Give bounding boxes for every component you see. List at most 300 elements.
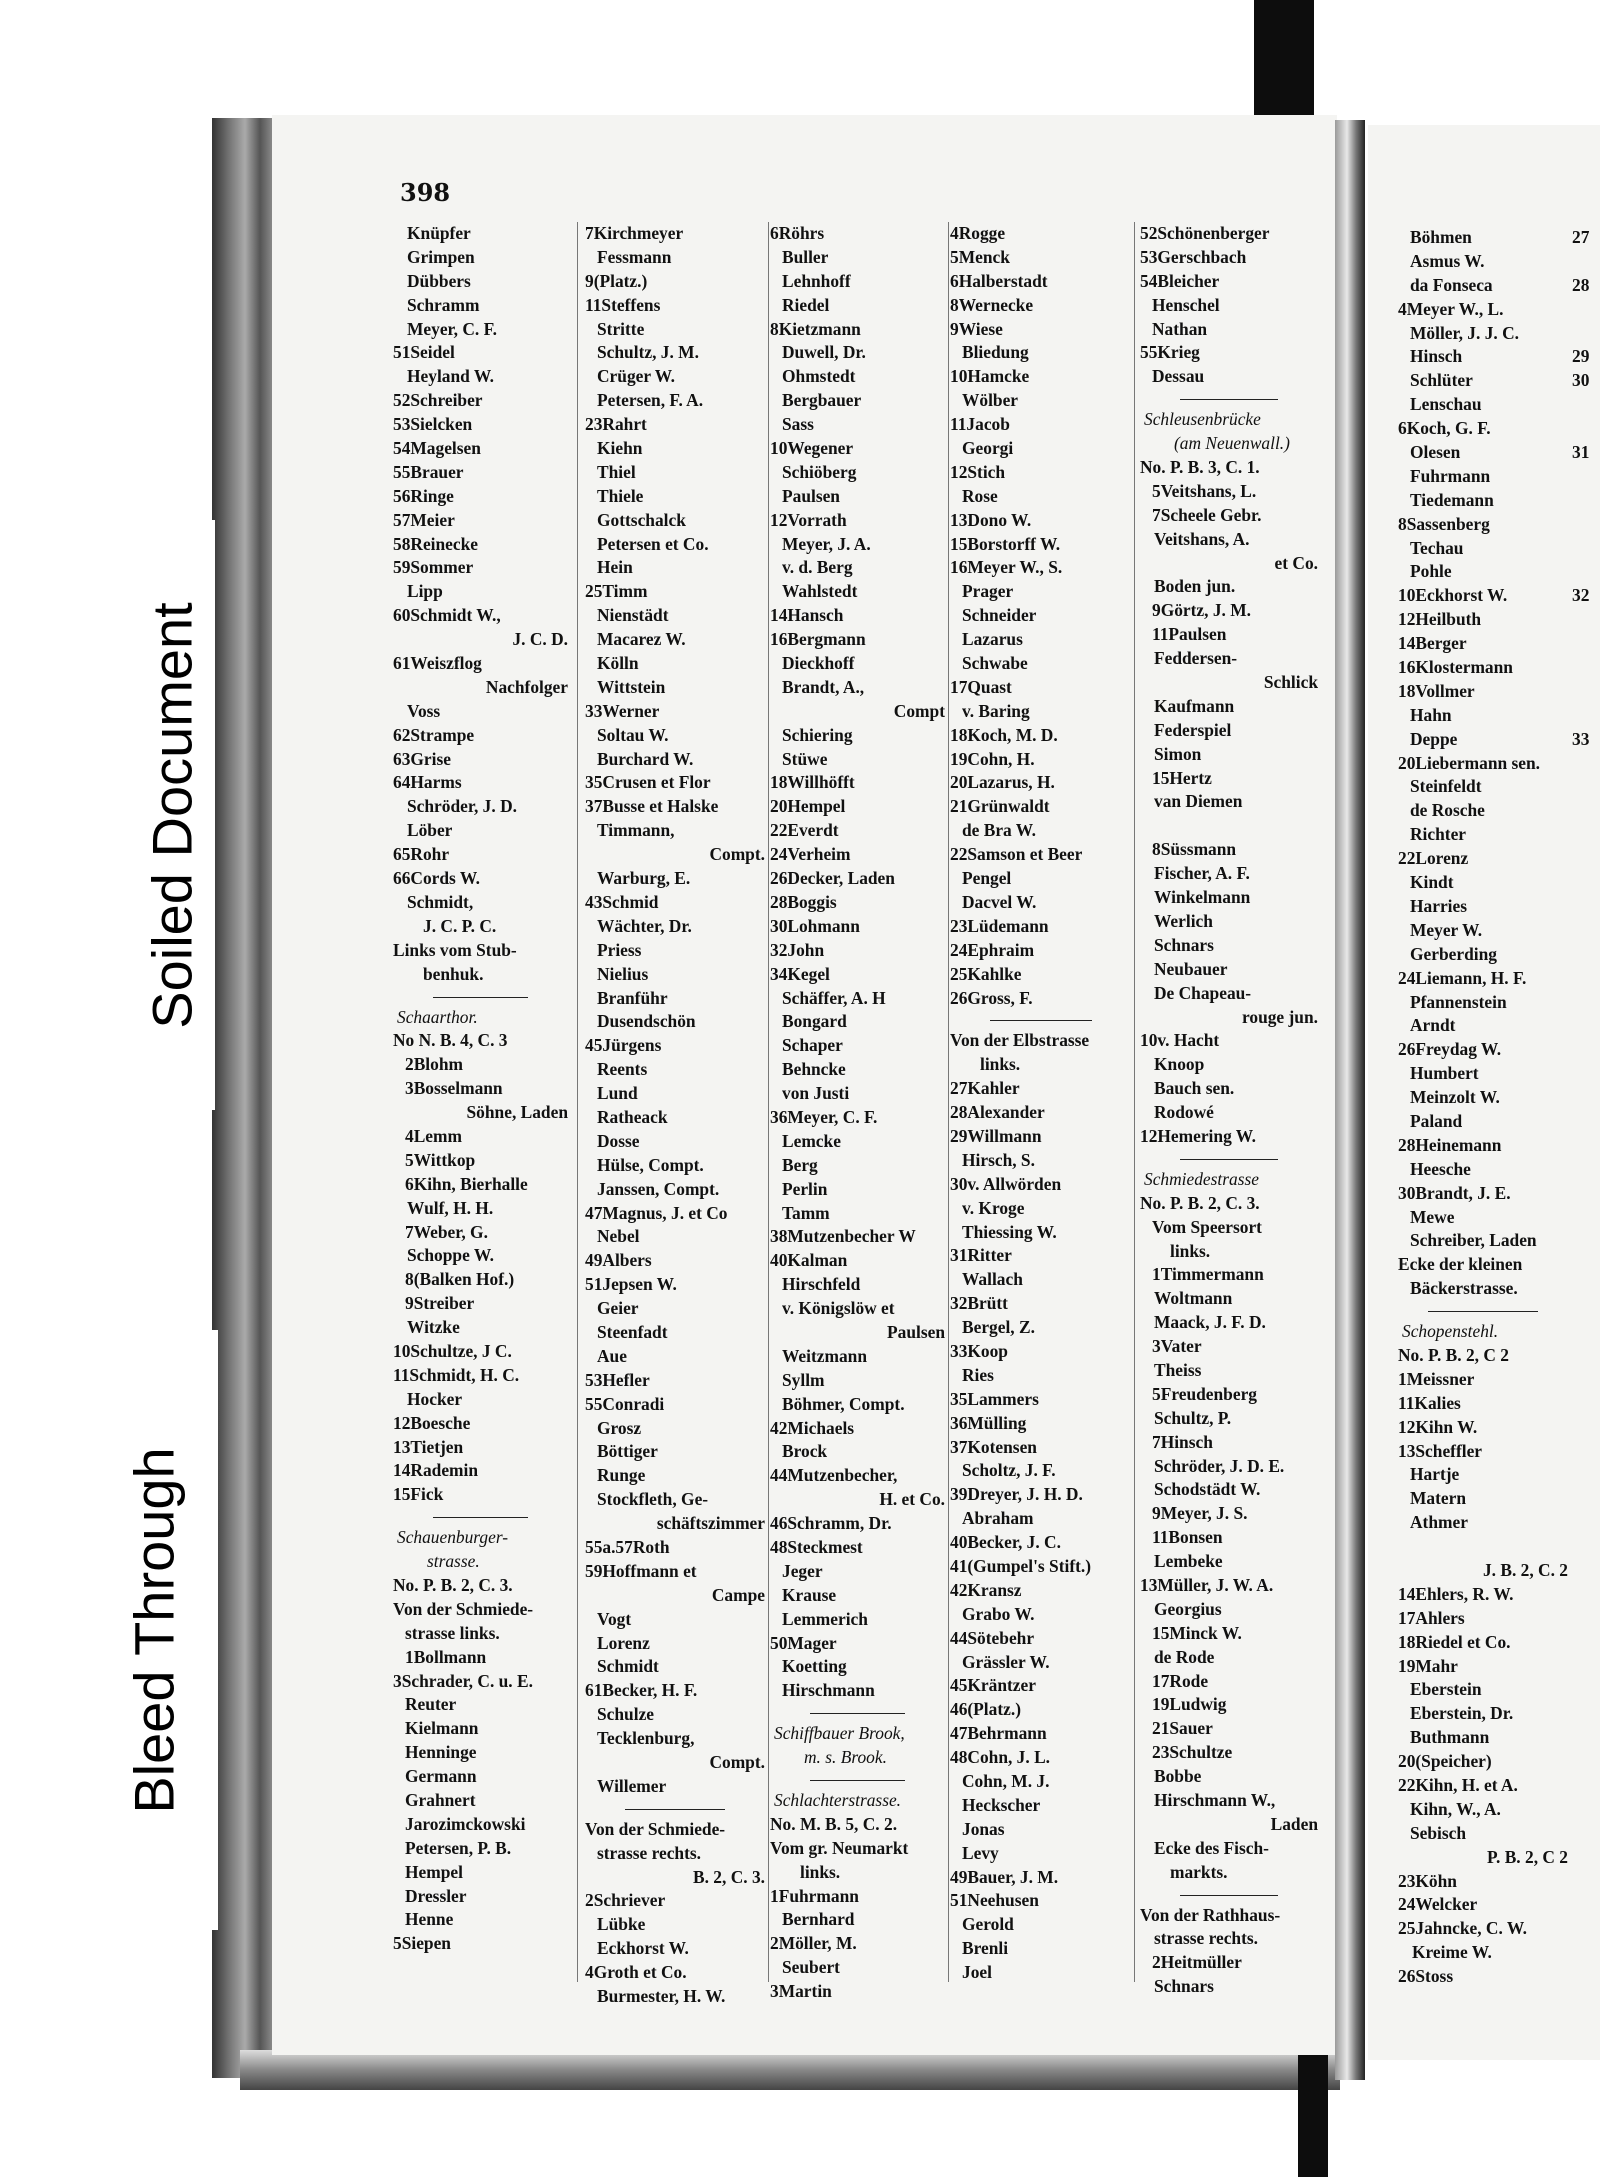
directory-entry: Hartje — [1410, 1464, 1460, 1485]
soiled-document-label — [130, 520, 215, 1110]
directory-entry: Compt. — [709, 844, 765, 865]
directory-entry: Witzke — [407, 1317, 460, 1338]
edge-house-number — [1572, 799, 1589, 823]
directory-entry: 6Halberstadt — [950, 270, 1048, 291]
directory-entry: 14Rademin — [393, 1460, 479, 1481]
directory-entry: Petersen, F. A. — [597, 390, 704, 411]
directory-entry: 12Hemering W. — [1140, 1125, 1256, 1146]
directory-entry: 4Meyer W., L. — [1398, 298, 1504, 319]
directory-entry: Lehnhoff — [782, 270, 851, 291]
directory-entry: Brock — [782, 1441, 828, 1462]
directory-entry: 22Samson et Beer — [950, 844, 1083, 865]
directory-entry: 18Koch, M. D. — [950, 724, 1058, 745]
directory-entry: 5Freudenberg — [1152, 1383, 1257, 1404]
directory-entry: 40Becker, J. C. — [950, 1532, 1061, 1553]
directory-entry: 42Kransz — [950, 1579, 1022, 1600]
directory-entry: 47Behrmann — [950, 1723, 1047, 1744]
directory-entry: Willemer — [597, 1775, 667, 1796]
directory-entry: Thiessing W. — [962, 1221, 1057, 1242]
directory-entry: 26Freydag W. — [1398, 1039, 1502, 1060]
directory-entry: Grosz — [597, 1417, 642, 1438]
street-heading: Schiffbauer Brook, — [774, 1723, 905, 1744]
edge-house-number — [1572, 1014, 1589, 1038]
directory-entry: Ecke der kleinen — [1398, 1254, 1523, 1275]
directory-entry: Dosse — [597, 1130, 640, 1151]
directory-entry: v. d. Berg — [782, 557, 853, 578]
directory-entry: Fuhrmann — [1410, 465, 1491, 486]
directory-entry: 18Riedel et Co. — [1398, 1631, 1511, 1652]
directory-entry: de Rode — [1154, 1646, 1215, 1667]
directory-entry: 26Decker, Laden — [770, 868, 895, 889]
directory-entry: Bergel, Z. — [962, 1317, 1035, 1338]
directory-entry: 21Sauer — [1152, 1718, 1213, 1739]
directory-entry: Abraham — [962, 1508, 1034, 1529]
directory-entry: Sass — [782, 414, 814, 435]
directory-entry: et Co. — [1274, 552, 1318, 573]
directory-entry: Lembeke — [1154, 1551, 1223, 1572]
directory-entry: 49Albers — [585, 1250, 652, 1271]
directory-entry: Crüger W. — [597, 366, 675, 387]
directory-entry: Ries — [962, 1364, 994, 1385]
directory-entry: 31Ritter — [950, 1245, 1012, 1266]
directory-entry: 45Jürgens — [585, 1035, 662, 1056]
directory-entry: 26Stoss — [1398, 1966, 1454, 1987]
directory-entry: v. Kroge — [962, 1197, 1025, 1218]
directory-entry: Wölber — [962, 390, 1019, 411]
edge-house-number — [1572, 895, 1589, 919]
directory-entry: 66Cords W. — [393, 868, 480, 889]
directory-entry: Nathan — [1152, 318, 1208, 339]
directory-entry: 11Steffens — [585, 294, 661, 315]
directory-entry: Gottschalck — [597, 509, 686, 530]
soiled-document-text: Soiled Document — [141, 601, 205, 1029]
directory-entry: 23Schultze — [1152, 1742, 1233, 1763]
directory-entry: Lund — [597, 1083, 638, 1104]
directory-entry: 6Koch, G. F. — [1398, 418, 1491, 439]
directory-entry: 11Kalies — [1398, 1392, 1461, 1413]
street-heading: strasse. — [427, 1551, 480, 1572]
directory-entry: 6Kihn, Bierhalle — [405, 1173, 528, 1194]
directory-entry: Schwabe — [962, 653, 1028, 674]
directory-entry: Humbert — [1410, 1063, 1479, 1084]
directory-entry: B. 2, C. 3. — [693, 1866, 765, 1887]
directory-entry: Steenfadt — [597, 1321, 668, 1342]
directory-entry: 20Liebermann sen. — [1398, 752, 1541, 773]
directory-entry: 25Jahncke, C. W. — [1398, 1918, 1528, 1939]
directory-entry: 46(Platz.) — [950, 1699, 1021, 1720]
directory-entry: 14Hansch — [770, 605, 844, 626]
directory-entry: 59Sommer — [393, 557, 474, 578]
directory-entry: Von der Schmiede- — [585, 1818, 726, 1839]
directory-entry: 65Rohr — [393, 844, 450, 865]
directory-entry: Syllm — [782, 1369, 825, 1390]
directory-entry: rouge jun. — [1241, 1006, 1318, 1027]
directory-entry: Heyland W. — [407, 366, 494, 387]
directory-entry: Hirsch, S. — [962, 1149, 1035, 1170]
directory-entry: 8Kietzmann — [770, 318, 861, 339]
section-rule — [1428, 1311, 1538, 1312]
directory-entry: Rodowé — [1154, 1102, 1214, 1123]
directory-entry: No. P. B. 3, C. 1. — [1140, 457, 1260, 478]
directory-entry: 9Wiese — [950, 318, 1003, 339]
directory-entry — [1398, 1535, 1568, 1559]
edge-house-number: 28 — [1572, 274, 1590, 295]
directory-entry: de Rosche — [1410, 800, 1485, 821]
bleed-through-label — [90, 1330, 218, 1930]
directory-entry: 37Kotensen — [950, 1436, 1037, 1457]
directory-entry: 6Röhrs — [770, 223, 825, 243]
edge-house-number: 33 — [1572, 728, 1590, 749]
edge-house-number — [1572, 943, 1589, 967]
directory-entry: Schaper — [782, 1035, 843, 1056]
directory-entry: Schlüter — [1410, 370, 1473, 391]
directory-entry: 8(Balken Hof.) — [405, 1269, 515, 1290]
directory-entry: 4Rogge — [950, 223, 1006, 243]
directory-entry: de Bra W. — [962, 820, 1036, 841]
directory-entry: Schäffer, A. H — [782, 987, 886, 1008]
directory-entry: No. P. B. 2, C. 3. — [393, 1574, 513, 1595]
directory-entry: J. B. 2, C. 2 — [1482, 1559, 1568, 1580]
directory-entry: Woltmann — [1154, 1288, 1233, 1309]
column-divider — [1134, 222, 1135, 1982]
directory-entry: Soltau W. — [597, 724, 669, 745]
directory-entry: Paulsen — [887, 1321, 945, 1342]
directory-entry: Eckhorst W. — [597, 1938, 689, 1959]
directory-entry: Techau — [1410, 537, 1464, 558]
directory-entry: Wulf, H. H. — [407, 1197, 494, 1218]
directory-entry: 3Schrader, C. u. E. — [393, 1670, 533, 1691]
edge-house-number — [1572, 823, 1589, 847]
directory-entry: 44Mutzenbecher, — [770, 1465, 898, 1486]
directory-entry: Harries — [1410, 895, 1467, 916]
directory-entry: 7Weber, G. — [405, 1221, 488, 1242]
directory-entry: 18Willhöfft — [770, 772, 855, 793]
directory-entry: Paland — [1410, 1110, 1463, 1131]
directory-entry: Timmann, — [597, 820, 675, 841]
directory-entry: Fessmann — [597, 246, 672, 267]
directory-entry: 52Schönenberger — [1140, 223, 1270, 243]
directory-entry: Reuter — [405, 1694, 457, 1715]
directory-entry: 8Wernecke — [950, 294, 1034, 315]
directory-entry: 51Jepsen W. — [585, 1274, 677, 1295]
directory-entry: 61Becker, H. F. — [585, 1680, 698, 1701]
page-gutter — [1335, 120, 1365, 2080]
directory-entry: Schnars — [1154, 1976, 1214, 1997]
directory-entry: H. et Co. — [879, 1489, 945, 1510]
directory-entry: Berg — [782, 1154, 818, 1175]
directory-entry: 24Ephraim — [950, 939, 1035, 960]
directory-entry: 53Hefler — [585, 1369, 650, 1390]
directory-entry: 40Kalman — [770, 1250, 848, 1271]
directory-entry: Meinzolt W. — [1410, 1087, 1500, 1108]
directory-entry: Dressler — [405, 1885, 467, 1906]
directory-entry: 44Sötebehr — [950, 1627, 1035, 1648]
directory-entry: J. C. P. C. — [423, 915, 497, 936]
directory-entry: Georgius — [1154, 1598, 1222, 1619]
edge-house-number — [1572, 1038, 1589, 1062]
directory-entry: 33Koop — [950, 1340, 1008, 1361]
directory-entry: Grässler W. — [962, 1651, 1050, 1672]
directory-entry: 3Vater — [1152, 1336, 1202, 1357]
directory-entry: Nebel — [597, 1226, 640, 1247]
directory-entry: Wittstein — [597, 676, 666, 697]
directory-entry: v. Baring — [962, 700, 1030, 721]
edge-house-number — [1572, 465, 1589, 489]
directory-entry: Bobbe — [1154, 1766, 1202, 1787]
edge-house-number — [1572, 680, 1589, 704]
directory-column-3 — [770, 222, 945, 2004]
section-rule — [810, 1713, 905, 1714]
directory-entry: Tiedemann — [1410, 489, 1494, 510]
edge-house-number — [1572, 1086, 1589, 1110]
directory-entry: 5Veitshans, L. — [1152, 480, 1257, 501]
street-heading: m. s. Brook. — [804, 1747, 887, 1768]
directory-entry: 1Fuhrmann — [770, 1885, 859, 1906]
directory-entry: Von der Schmiede- — [393, 1598, 534, 1619]
edge-house-number — [1572, 489, 1589, 513]
directory-entry: Georgi — [962, 438, 1014, 459]
edge-house-number — [1572, 752, 1589, 776]
directory-entry — [1140, 814, 1318, 838]
directory-entry: 20(Speicher) — [1398, 1751, 1492, 1772]
directory-entry: Ratheack — [597, 1106, 668, 1127]
directory-entry: Kihn, W., A. — [1410, 1798, 1501, 1819]
directory-entry: 30Lohmann — [770, 915, 860, 936]
directory-entry: Brenli — [962, 1938, 1009, 1959]
directory-entry: Tecklenburg, — [597, 1728, 695, 1749]
street-heading: Schlachterstrasse. — [774, 1790, 902, 1810]
directory-entry: 54Bleicher — [1140, 270, 1220, 291]
directory-entry: Compt. — [709, 1752, 765, 1772]
directory-entry: Werlich — [1154, 910, 1213, 931]
directory-entry: 7Scheele Gebr. — [1152, 504, 1262, 525]
directory-entry: Neubauer — [1154, 958, 1228, 979]
edge-house-number — [1572, 967, 1589, 991]
directory-entry: Von der Elbstrasse — [950, 1030, 1090, 1051]
directory-entry: 38Mutzenbecher W — [770, 1226, 916, 1247]
directory-entry: Warburg, E. — [597, 868, 691, 889]
edge-house-number: 31 — [1572, 442, 1590, 463]
directory-entry: 15Borstorff W. — [950, 533, 1061, 554]
directory-entry: 3Bosselmann — [405, 1078, 503, 1099]
directory-column-5 — [1140, 222, 1318, 1999]
directory-entry: 22Kihn, H. et A. — [1398, 1775, 1518, 1795]
directory-entry: 4Groth et Co. — [585, 1962, 687, 1983]
directory-entry: 48Steckmest — [770, 1536, 863, 1557]
directory-entry: Nienstädt — [597, 605, 669, 626]
edge-house-number — [1572, 1134, 1589, 1158]
directory-entry: 5Siepen — [393, 1933, 451, 1954]
directory-entry: 26Gross, F. — [950, 987, 1033, 1008]
directory-entry: 13Scheffler — [1398, 1440, 1483, 1461]
directory-entry: 21Grünwaldt — [950, 796, 1050, 817]
directory-entry: Meyer, C. F. — [407, 318, 497, 339]
directory-entry: Kaufmann — [1154, 695, 1235, 716]
directory-entry: 9(Platz.) — [585, 270, 648, 291]
directory-entry: Links vom Stub- — [393, 939, 517, 960]
edge-house-number: 27 — [1572, 227, 1590, 247]
directory-entry: Henninge — [405, 1742, 477, 1763]
directory-entry: 3Martin — [770, 1981, 832, 2002]
directory-entry: 50Mager — [770, 1632, 837, 1653]
edge-house-number — [1572, 775, 1589, 799]
directory-entry: Söhne, Laden — [466, 1102, 568, 1123]
street-heading: Schmiedestrasse — [1144, 1168, 1259, 1189]
directory-entry: 43Schmid — [585, 891, 659, 912]
directory-entry: strasse links. — [405, 1622, 500, 1643]
directory-entry: Joel — [962, 1962, 992, 1983]
directory-entry: Dieckhoff — [782, 653, 855, 674]
directory-entry: 16Meyer W., S. — [950, 557, 1063, 578]
directory-entry: 19Ludwig — [1152, 1694, 1227, 1715]
directory-entry: 54Magelsen — [393, 438, 481, 459]
directory-entry: 64Harms — [393, 772, 462, 793]
directory-entry: 11Bonsen — [1152, 1527, 1223, 1548]
directory-entry: v. Königslöw et — [782, 1298, 895, 1319]
directory-entry: Stritte — [597, 318, 645, 339]
directory-entry: 13Dono W. — [950, 509, 1032, 530]
directory-entry: 55Brauer — [393, 461, 464, 482]
directory-entry: Petersen et Co. — [597, 533, 709, 554]
directory-entry: Buthmann — [1410, 1727, 1490, 1748]
directory-entry: Schodstädt W. — [1154, 1479, 1261, 1500]
directory-entry: Reents — [597, 1059, 648, 1080]
street-heading: (am Neuenwall.) — [1174, 433, 1290, 454]
directory-entry: Henne — [405, 1909, 454, 1930]
column-divider — [948, 222, 949, 1982]
section-rule — [433, 997, 528, 998]
directory-entry: Heckscher — [962, 1794, 1041, 1815]
directory-entry: Vogt — [597, 1608, 632, 1629]
directory-column-1 — [393, 222, 568, 1956]
directory-entry: Möller, J. J. C. — [1410, 322, 1519, 343]
directory-entry: Kindt — [1410, 872, 1454, 893]
directory-entry: Koetting — [782, 1656, 847, 1677]
directory-entry: Priess — [597, 939, 642, 960]
directory-entry: 20Hempel — [770, 796, 846, 817]
directory-entry: Schultz, P. — [1154, 1407, 1232, 1428]
edge-house-number — [1572, 513, 1589, 537]
directory-entry: Tamm — [782, 1202, 830, 1223]
directory-entry: Jonas — [962, 1818, 1005, 1839]
right-edge-house-numbers — [1572, 226, 1589, 1182]
directory-entry: 25Timm — [585, 581, 648, 602]
directory-entry: Lemcke — [782, 1130, 841, 1151]
directory-entry: 14Ehlers, R. W. — [1398, 1583, 1514, 1604]
directory-entry: Henschel — [1152, 294, 1220, 315]
directory-entry: Sebisch — [1410, 1822, 1467, 1843]
directory-entry: 7Hinsch — [1152, 1431, 1213, 1452]
directory-entry: Vom Speersort — [1152, 1216, 1262, 1237]
edge-house-number — [1572, 1158, 1589, 1182]
directory-entry: Löber — [407, 820, 453, 841]
directory-entry: Schramm — [407, 294, 480, 315]
directory-entry: 45Kräntzer — [950, 1675, 1036, 1696]
directory-entry: Burmester, H. W. — [597, 1986, 726, 2007]
directory-entry: 56Ringe — [393, 485, 454, 506]
directory-entry: 36Mülling — [950, 1412, 1027, 1433]
directory-entry: Matern — [1410, 1488, 1467, 1509]
edge-house-number — [1572, 417, 1589, 441]
directory-entry: links. — [1170, 1240, 1211, 1261]
directory-entry: Schlick — [1263, 672, 1318, 693]
directory-entry: Bliedung — [962, 342, 1029, 363]
directory-entry: Kölln — [597, 653, 639, 674]
directory-entry: Lipp — [407, 581, 443, 602]
directory-entry: Wahlstedt — [782, 581, 858, 602]
page-number: 398 — [400, 178, 451, 207]
directory-entry: 24Welcker — [1398, 1894, 1478, 1915]
edge-house-number — [1572, 919, 1589, 943]
directory-entry: 20Lazarus, H. — [950, 772, 1055, 793]
directory-entry: da Fonseca — [1410, 274, 1493, 295]
directory-entry: Cohn, M. J. — [962, 1771, 1050, 1791]
directory-entry: 17Quast — [950, 676, 1012, 697]
directory-entry: Mewe — [1410, 1206, 1455, 1227]
directory-entry: Geier — [597, 1298, 639, 1319]
directory-entry: P. B. 2, C 2 — [1486, 1846, 1568, 1867]
directory-entry: Maack, J. F. D. — [1154, 1312, 1266, 1333]
directory-entry: Schulze — [597, 1704, 655, 1725]
directory-entry: De Chapeau- — [1154, 982, 1252, 1003]
directory-entry: Aue — [597, 1345, 627, 1366]
directory-entry: Levy — [962, 1842, 999, 1863]
directory-entry: Dessau — [1152, 366, 1205, 387]
directory-entry: Burchard W. — [597, 748, 694, 769]
directory-entry: 2Heitmüller — [1152, 1952, 1242, 1973]
directory-entry: 28Heinemann — [1398, 1134, 1502, 1155]
edge-house-number — [1572, 322, 1589, 346]
directory-entry: 47Magnus, J. et Co — [585, 1202, 728, 1223]
directory-entry: 15Hertz — [1152, 767, 1212, 788]
directory-entry: 24Liemann, H. F. — [1398, 967, 1527, 988]
book-spine-edge — [212, 118, 272, 2078]
directory-entry: Paulsen — [782, 485, 840, 506]
directory-entry: Compt — [893, 700, 945, 721]
section-rule — [433, 1517, 528, 1518]
directory-entry: links. — [980, 1054, 1021, 1075]
directory-entry: 63Grise — [393, 748, 451, 769]
directory-entry: Feddersen- — [1154, 648, 1238, 669]
directory-entry: No. M. B. 5, C. 2. — [770, 1813, 898, 1834]
directory-entry: schäftszimmer — [656, 1513, 765, 1534]
directory-entry: Knoop — [1154, 1054, 1205, 1075]
directory-entry: Dübbers — [407, 270, 471, 291]
directory-entry: Thiele — [597, 485, 644, 506]
directory-entry: Richter — [1410, 824, 1467, 845]
directory-column-2 — [585, 222, 765, 2009]
directory-entry: 10Hamcke — [950, 366, 1030, 387]
directory-entry: 28Boggis — [770, 891, 837, 912]
directory-entry: Lazarus — [962, 629, 1023, 650]
directory-entry: Hirschmann W., — [1154, 1790, 1276, 1810]
directory-entry: 18Vollmer — [1398, 680, 1475, 701]
directory-entry: Voss — [407, 700, 441, 721]
directory-entry: Lenschau — [1410, 394, 1482, 415]
directory-entry: Seubert — [782, 1957, 840, 1978]
directory-entry: 30Brandt, J. E. — [1398, 1182, 1511, 1203]
directory-entry: 10v. Hacht — [1140, 1030, 1220, 1051]
directory-entry: Fischer, A. F. — [1154, 863, 1250, 884]
directory-entry: 8Süssmann — [1152, 839, 1237, 860]
directory-entry: Hempel — [405, 1861, 463, 1882]
directory-entry: Macarez W. — [597, 629, 686, 650]
edge-house-number — [1572, 608, 1589, 632]
directory-entry: Petersen, P. B. — [405, 1837, 512, 1858]
directory-entry: Hahn — [1410, 704, 1452, 725]
directory-entry: Stüwe — [782, 748, 828, 769]
directory-entry: 16Bergmann — [770, 629, 866, 650]
